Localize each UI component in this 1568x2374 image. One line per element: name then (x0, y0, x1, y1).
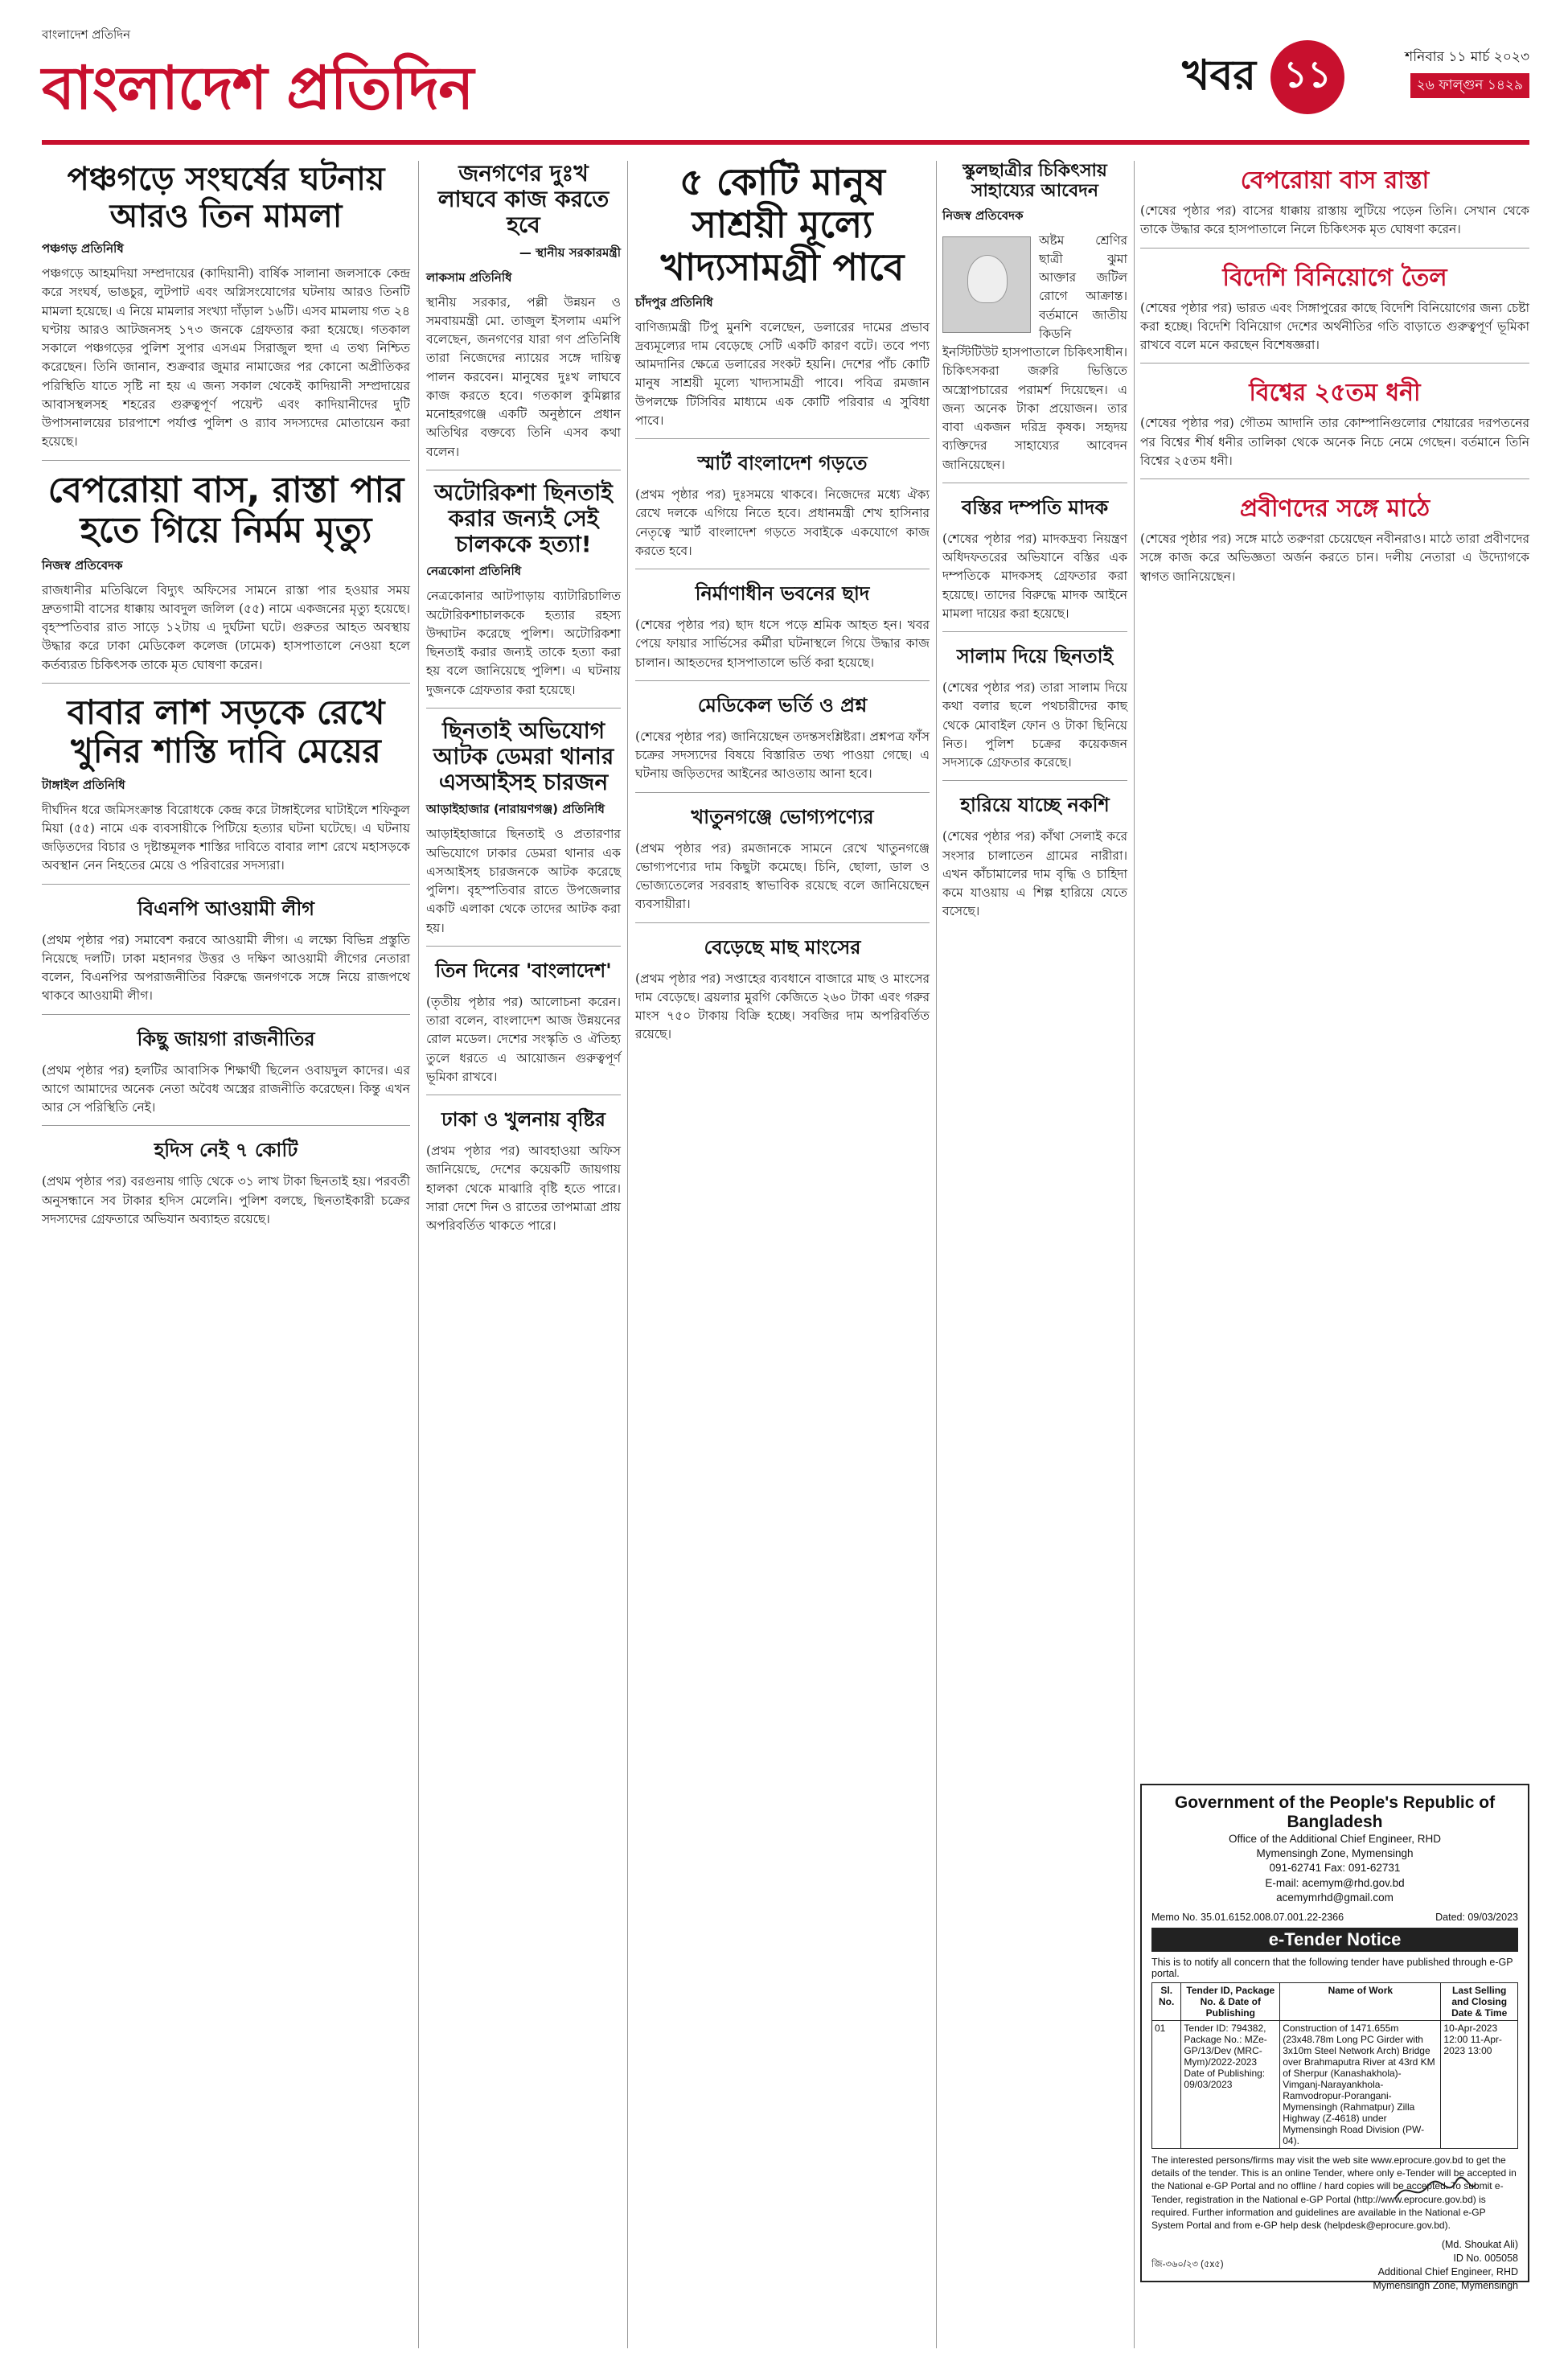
signer-title: Additional Chief Engineer, RHD (1377, 2265, 1518, 2277)
tender-memo-row (1151, 1912, 1518, 1923)
tender-intro: This is to notify all concern that the following tender have published through e-GP portal. (1151, 1957, 1513, 1980)
table-header: Name of Work (1280, 1983, 1441, 2021)
story-body: নেত্রকোনার আটপাড়ায় ব্যাটারিচালিত অটোরিকশাচালককে হত্যার রহস্য উদ্ঘাটন করেছে পুলিশ। অটোরিকশা ছিনতাই করার জন্যই তাকে হত্যা করা হয় বলে জানিয়েছে পুলিশ। এ ঘটনায় দুজনকে গ্রেফতার করা হয়েছে। (426, 589, 621, 697)
tender-footer: The interested persons/firms may visit the web site www.eprocure.gov.bd to get the details of the tender. This is an online Tender, where only e-Tender will be accepted in the National e-GP Portal and no offline / hard copies will be accepted. To submit e-Tender, registration in the National e-GP Portal (http://www.eprocure.gov.bd) is required. Further information and guidelines are available in the National e-GP System Portal and from e-GP help desk (helpdesk@eprocure.gov.bd). (1151, 2154, 1517, 2232)
date-english: শনিবার ১১ মার্চ ২০২৩ (1405, 49, 1529, 65)
story-body: (শেষের পৃষ্ঠার পর) বাসের ধাক্কায় রাস্তায় লুটিয়ে পড়েন তিনি। সেখান থেকে তাকে উদ্ধার করে হাসপাতালে নিলে চিকিৎসক মৃত ঘোষণা করেন। (1140, 203, 1529, 237)
table-cell: 10-Apr-2023 12:00 11-Apr-2023 13:00 (1441, 2021, 1518, 2149)
signer-zone: Mymensingh Zone, Mymensingh (1373, 2279, 1518, 2291)
tender-email: E-mail: acemym@rhd.gov.bd (1265, 1876, 1405, 1889)
story-building-roof (635, 579, 930, 681)
headline: বেড়েছে মাছ মাংসের (704, 935, 861, 959)
story-slum-couple (942, 493, 1127, 632)
column-4 (942, 161, 1127, 2348)
story-body: (শেষের পৃষ্ঠার পর) জানিয়েছেন তদন্তসংশ্লিষ্টরা। প্রশ্নপত্র ফাঁস চক্রের সদস্যদের বিষয়ে বিস্তারিত তথ্য পাওয়া গেছে। এ ঘটনায় জড়িতদের আইনের আওতায় আনা হবে। (635, 729, 930, 782)
story-elders (1140, 489, 1529, 594)
story-body: স্থানীয় সরকার, পল্লী উন্নয়ন ও সমবায়মন্ত্রী মো. তাজুল ইসলাম এমপি বলেছেন, জনগণের যারা গণ প্রতিনিধি তারা নিজেদের ন্যায়ের সঙ্গে দায়িত্ব পালন করবেন। মানুষের দুঃখ লাঘবে কাজ করতে হবে। গতকাল কুমিল্লার মনোহরগঞ্জে একটি অনুষ্ঠানে প্রধান অতিথির বক্তব্যে তিনি এসব কথা বলেন। (426, 294, 621, 459)
byline: লাকসাম প্রতিনিধি (426, 269, 512, 285)
table-header: Tender ID, Package No. & Date of Publishing (1181, 1983, 1280, 2021)
section-name: খবর (1182, 51, 1256, 100)
story-salam-snatch (942, 642, 1127, 781)
headline: বিশ্বের ২৫তম ধনী (1249, 379, 1421, 408)
headline: হারিয়ে যাচ্ছে নকশি (960, 794, 1110, 817)
headline: ছিনতাই অভিযোগ আটক ডেমরা থানার এসআইসহ চারজন (433, 717, 614, 796)
headline: কিছু জায়গা রাজনীতির (137, 1027, 315, 1050)
table-header: Last Selling and Closing Date & Time (1441, 1983, 1518, 2021)
table-cell: Construction of 1471.655m (23x48.78m Long PC Girder with 3x10m Steel Network Arch) Bridge over Brahmaputra River at 43rd KM of Sherpur (Kanashakhola)-Vimganj-Narayankhola-Ramvodropur-Porangani-Mymensingh (Rahmatpur) Zilla Highway (Z-4618) under Mymensingh Road Division (PW-04). (1280, 2021, 1441, 2149)
story-khatunganj (635, 803, 930, 923)
headline: প্রবীণদের সঙ্গে মাঠে (1239, 495, 1430, 523)
story-three-days (426, 956, 621, 1095)
story-body: (প্রথম পৃষ্ঠার পর) সমাবেশ করবে আওয়ামী লীগ। এ লক্ষ্যে বিভিন্ন প্রস্তুতি নিয়েছে দলটি। ঢাকা মহানগর উত্তর ও দক্ষিণ আওয়ামী লীগের নেতারা বলেন, বিএনপির অপরাজনীতির বিরুদ্ধে জনগণকে সঙ্গে নিয়ে রাজপথে থাকবে আওয়ামী লীগ। (42, 932, 410, 1004)
signer-name: (Md. Shoukat Ali) (1441, 2239, 1518, 2251)
headline: পঞ্চগড়ে সংঘর্ষের ঘটনায় আরও তিন মামলা (67, 161, 385, 235)
byline: টাঙ্গাইল প্রতিনিধি (42, 777, 125, 792)
headline: বিদেশি বিনিয়োগে তৈল (1222, 263, 1447, 292)
tender-zone: Mymensingh Zone, Mymensingh (1256, 1847, 1414, 1860)
story-minister (426, 161, 621, 470)
story-body: (শেষের পৃষ্ঠার পর) কাঁথা সেলাই করে সংসার চালাতেন গ্রামের নারীরা। এখন কাঁচামালের দাম বৃদ্ধি ও চাহিদা কমে যাওয়ায় এ শিল্প হারিয়ে যেতে বসেছে। (942, 829, 1127, 919)
story-foreign-investment (1140, 258, 1529, 364)
tender-notice-bar: e-Tender Notice (1151, 1928, 1518, 1952)
byline: নেত্রকোনা প্রতিনিধি (426, 564, 522, 579)
story-bus-road (1140, 161, 1529, 248)
story-smart-bangladesh (635, 449, 930, 569)
byline: পঞ্চগড় প্রতিনিধি (42, 241, 124, 256)
headline: হদিস নেই ৭ কোটি (154, 1139, 298, 1162)
headline: জনগণের দুঃখ লাঘবে কাজ করতে হবে (437, 160, 610, 239)
column-divider (418, 161, 419, 2348)
story-reckless-bus (42, 470, 410, 684)
story-body: (প্রথম পৃষ্ঠার পর) সপ্তাহের ব্যবধানে বাজারে মাছ ও মাংসের দাম বেড়েছে। ব্রয়লার মুরগি কেজিতে ২৬০ টাকা এবং গরুর মাংস ৭৫০ টাকায় বিক্রি হচ্ছে। সবজির দাম অপরিবর্তিত রয়েছে। (635, 971, 930, 1042)
story-politics (42, 1025, 410, 1127)
story-fish-meat (635, 933, 930, 1053)
story-body: রাজধানীর মতিঝিলে বিদ্যুৎ অফিসের সামনে রাস্তা পার হওয়ার সময় দ্রুতগামী বাসের ধাক্কায় আবদুল জলিল (৫৫) নামে একজনের মৃত্যু হয়েছে। বৃহস্পতিবার রাত সাড়ে ১২টায় এ দুর্ঘটনা ঘটে। গুরুতর আহত অবস্থায় উদ্ধার করে ঢাকা মেডিকেল কলেজ (ঢামেক) হাসপাতালে নেওয়া হলে কর্তব্যরত চিকিৎসক তাকে মৃত ঘোষণা করেন। (42, 582, 410, 672)
story-body: (শেষের পৃষ্ঠার পর) মাদকদ্রব্য নিয়ন্ত্রণ অধিদফতরের অভিযানে বস্তির এক দম্পতিকে মাদকসহ গ্রেফতার করা হয়েছে। তাদের বিরুদ্ধে মাদক আইনে মামলা দায়ের করা হয়েছে। (942, 531, 1127, 621)
headline: মেডিকেল ভর্তি ও প্রশ্ন (697, 693, 868, 717)
story-missing-crore (42, 1136, 410, 1237)
story-medical-admission (635, 691, 930, 793)
headline: নির্মাণাধীন ভবনের ছাদ (695, 582, 870, 606)
headline: তিন দিনের 'বাংলাদেশ' (435, 959, 612, 982)
headline: অটোরিকশা ছিনতাই করার জন্যই সেই চালককে হত্যা! (434, 478, 613, 558)
tender-title: Government of the People's Republic of Bangladesh (1174, 1793, 1496, 1831)
story-body: (তৃতীয় পৃষ্ঠার পর) আলোচনা করেন। তারা বলেন, বাংলাদেশ আজ উন্নয়নের রোল মডেল। দেশের সংস্কৃতি ও ঐতিহ্য তুলে ধরতে এ আয়োজন গুরুত্বপূর্ণ ভূমিকা রাখবে। (426, 994, 621, 1084)
story-bnp-al (42, 894, 410, 1015)
portrait-icon (967, 255, 1008, 303)
story-body: আড়াইহাজারে ছিনতাই ও প্রতারণার অভিযোগে ঢাকার ডেমরা থানার এক এসআইসহ চারজনকে আটক করেছে পুলিশ। বৃহস্পতিবার রাতে উপজেলার একটি এলাকা থেকে তাদের আটক করা হয়। (426, 827, 621, 935)
story-panchagarh (42, 161, 410, 461)
masthead (42, 16, 1529, 145)
tender-notice (1140, 1784, 1529, 2291)
story-rain (426, 1105, 621, 1243)
headline: স্মার্ট বাংলাদেশ গড়তে (697, 452, 868, 475)
story-body: বাণিজ্যমন্ত্রী টিপু মুনশি বলেছেন, ডলারের দামের প্রভাব দ্রব্যমূল্যের দাম বেড়েছে সেটি একটি কারণ বটে। তবে পণ্য আমদানির ক্ষেত্রে ডলারের সংকট হয়নি। দেশের পাঁচ কোটি মানুষ সাশ্রয়ী মূল্যে খাদ্যসামগ্রী পাবে। পবিত্র রমজান উপলক্ষে টিসিবির মাধ্যমে এক কোটি পরিবার এ সুবিধা পাবে। (635, 319, 930, 428)
table-cell: Tender ID: 794382, Package No.: MZe-GP/13/Dev (MRC-Mym)/2022-2023 Date of Publishing: 09/03/2023 (1181, 2021, 1280, 2149)
story-body: অষ্টম শ্রেণির ছাত্রী ঝুমা আক্তার জটিল রোগে আক্রান্ত। বর্তমানে জাতীয় কিডনি ইনস্টিটিউট হাসপাতালে চিকিৎসাধীন। চিকিৎসকরা জরুরি ভিত্তিতে অস্ত্রোপচারের পরামর্শ দিয়েছেন। এ জন্য অনেক টাকা প্রয়োজন। তার বাবা একজন দরিদ্র কৃষক। সহৃদয় ব্যক্তিদের সাহায্যের আবেদন জানিয়েছেন। (942, 232, 1127, 472)
headline: খাতুনগঞ্জে ভোগ্যপণ্যের (691, 805, 874, 828)
tender-office: Office of the Additional Chief Engineer, RHD (1229, 1833, 1441, 1845)
story-food-price (635, 161, 930, 439)
headline: সালাম দিয়ে ছিনতাই (956, 645, 1114, 668)
headline: ঢাকা ও খুলনায় বৃষ্টির (441, 1108, 605, 1132)
story-body: দীর্ঘদিন ধরে জমিসংক্রান্ত বিরোধকে কেন্দ্র করে টাঙ্গাইলের ঘাটাইলে শফিকুল মিয়া (৫৫) নামে এক ব্যবসায়ীকে পিটিয়ে হত্যার ঘটনা ঘটেছে। এ ঘটনায় জড়িতদের বিচার ও দৃষ্টান্তমূলক শাস্তির দাবিতে বাবার লাশ রেখে মহাসড়কে অবস্থান নেন নিহতের মেয়ে ও পরিবারের সদস্যরা। (42, 802, 410, 873)
column-1 (42, 161, 410, 2348)
byline: আড়াইহাজার (নারায়ণগঞ্জ) প্রতিনিধি (426, 802, 605, 817)
story-help-appeal (942, 161, 1127, 483)
byline: নিজস্ব প্রতিবেদক (942, 207, 1024, 223)
story-body: (প্রথম পৃষ্ঠার পর) দুঃসময়ে থাকবে। নিজেদের মধ্যে ঐক্য রেখে দলকে এগিয়ে নিতে হবে। প্রধানমন্ত্রী শেখ হাসিনার নেতৃত্বে স্মার্ট বাংলাদেশ গড়তে সবাইকে একযোগে কাজ করতে হবে। (635, 487, 930, 558)
signer-id: ID No. 005058 (1453, 2253, 1518, 2265)
section-block (1182, 40, 1344, 114)
page-number-badge: ১১ (1270, 40, 1344, 114)
headline: বিএনপি আওয়ামী লীগ (137, 897, 315, 920)
table-header: Sl. No. (1152, 1983, 1181, 2021)
story-body: (শেষের পৃষ্ঠার পর) সঙ্গে মাঠে তরুণরা চেয়েছেন নবীনরাও। মাঠে তারা প্রবীণদের সঙ্গে কাজ করে অভিজ্ঞতা অর্জন করতে চান। দলীয় নেতারা এ উদ্যোগকে স্বাগত জানিয়েছেন। (1140, 532, 1529, 584)
story-nakshi (942, 791, 1127, 929)
tender-table (1151, 1982, 1518, 2149)
signature-icon (1391, 2175, 1480, 2207)
student-photo (942, 236, 1031, 333)
ad-reference: জি-৩৬০/২৩ (৫x৫) (1151, 2260, 1224, 2269)
table-header-row (1152, 1983, 1518, 2021)
tender-memo: Memo No. 35.01.6152.008.07.001.22-2366 (1151, 1912, 1344, 1924)
story-father-body (42, 693, 410, 885)
column-2 (426, 161, 621, 2348)
story-body: (প্রথম পৃষ্ঠার পর) হলটির আবাসিক শিক্ষার্থী ছিলেন ওবায়দুল কাদের। এর আগে আমাদের অনেক নেতা অবৈধ অস্ত্রের রাজনীতি করেছেন। কিন্তু এখন আর সে পরিস্থিতি নেই। (42, 1062, 410, 1115)
date-bangla: ২৬ ফাল্গুন ১৪২৯ (1410, 73, 1529, 98)
headline: বস্তির দম্পতি মাদক (961, 495, 1109, 519)
story-autorickshaw (426, 480, 621, 709)
byline: চাঁদপুর প্রতিনিধি (635, 294, 713, 310)
tender-phone: 091-62741 Fax: 091-62731 (1269, 1862, 1401, 1875)
story-body: (প্রথম পৃষ্ঠার পর) আবহাওয়া অফিস জানিয়েছে, দেশের কয়েকটি জায়গায় হালকা থেকে মাঝারি বৃষ্টি হতে পারে। সারা দেশে দিন ও রাতের তাপমাত্রা প্রায় অপরিবর্তিত থাকতে পারে। (426, 1144, 621, 1234)
story-body: পঞ্চগড়ে আহমদিয়া সম্প্রদায়ের (কাদিয়ানী) বার্ষিক সালানা জলসাকে কেন্দ্র করে সংঘর্ষ, ভাঙচুর, লুটপাট এবং অগ্নিসংযোগের ঘটনায় আরও তিনটি মামলা হয়েছে। এ নিয়ে মামলার সংখ্যা দাঁড়াল ১৬টি। এসব মামলায় গত ২৪ ঘণ্টায় আরও আটজনসহ ১৭৩ জনকে গ্রেফতার করা হয়েছে। গতকাল সকালে পঞ্চগড়ের পুলিশ সুপার এসএম সিরাজুল হুদা এ তথ্য নিশ্চিত করেছেন। তিনি জানান, শুক্রবার জুমার নামাজের পর কোনো অপ্রীতিকর পরিস্থিতি যাতে সৃষ্টি না হয় এ জন্য সকাল থেকেই কাদিয়ানী সম্প্রদায়ের আবাসস্থলসহ শহরের গুরুত্বপূর্ণ পয়েন্ট এবং কাদিয়ানীদের দুটি উপাসনালয়ের চারপাশে পর্যাপ্ত পুলিশ ও র‌্যাব সদস্যদের মোতায়েন করা হয়েছে। (42, 266, 410, 450)
story-demra-si (426, 718, 621, 947)
headline: বেপরোয়া বাস, রাস্তা পার হতে গিয়ে নির্মম মৃত্যু (47, 469, 404, 552)
headline: বাবার লাশ সড়কে রেখে খুনির শাস্তি দাবি মেয়ের (67, 692, 385, 771)
masthead-tagline: বাংলাদেশ প্রতিদিন (42, 27, 131, 42)
column-divider (1134, 161, 1135, 2348)
date-block (1353, 47, 1529, 98)
table-row (1152, 2021, 1518, 2149)
column-divider (936, 161, 937, 2348)
subheadline: — স্থানীয় সরকারমন্ত্রী (519, 244, 621, 260)
tender-email-2: acemymrhd@gmail.com (1276, 1891, 1394, 1904)
story-body: (শেষের পৃষ্ঠার পর) তারা সালাম দিয়ে কথা বলার ছলে পথচারীদের কাছ থেকে মোবাইল ফোন ও টাকা ছিনিয়ে নিত। পুলিশ চক্রের কয়েকজন সদস্যকে গ্রেফতার করেছে। (942, 680, 1127, 770)
story-body: (শেষের পৃষ্ঠার পর) ছাদ ধসে পড়ে শ্রমিক আহত হন। খবর পেয়ে ফায়ার সার্ভিসের কর্মীরা ঘটনাস্থলে গিয়ে উদ্ধার কাজ চালান। আহতদের হাসপাতালে ভর্তি করা হয়েছে। (635, 618, 930, 670)
story-body: (প্রথম পৃষ্ঠার পর) বরগুনায় গাড়ি থেকে ৩১ লাখ টাকা ছিনতাই হয়। পরবর্তী অনুসন্ধানে সব টাকার হদিস মেলেনি। পুলিশ বলছে, ছিনতাইকারী চক্রের সদস্যদের গ্রেফতারে অভিযান অব্যাহত রয়েছে। (42, 1174, 410, 1226)
column-3 (635, 161, 930, 2348)
table-cell: 01 (1152, 2021, 1181, 2149)
story-body: (শেষের পৃষ্ঠার পর) ভারত এবং সিঙ্গাপুরের কাছে বিদেশি বিনিয়োগের জন্য চেষ্টা করা হচ্ছে। বিদেশি বিনিয়োগ দেশের অর্থনীতির গতি বাড়াতে গুরুত্বপূর্ণ ভূমিকা রাখবে বলে মনে করছেন বিশেষজ্ঞরা। (1140, 300, 1529, 352)
newspaper-logo: বাংলাদেশ প্রতিদিন (42, 54, 474, 123)
tender-date: Dated: 09/03/2023 (1435, 1912, 1518, 1924)
story-25th-richest (1140, 373, 1529, 479)
headline: বেপরোয়া বাস রাস্তা (1240, 166, 1430, 195)
column-5 (1140, 161, 1529, 1773)
story-body: (প্রথম পৃষ্ঠার পর) রমজানকে সামনে রেখে খাতুনগঞ্জে ভোগ্যপণ্যের দাম কিছুটা কমেছে। চিনি, ছোলা, ডাল ও ভোজ্যতেলের সরবরাহ স্বাভাবিক রয়েছে বলে জানিয়েছেন ব্যবসায়ীরা। (635, 840, 930, 912)
story-body: (শেষের পৃষ্ঠার পর) গৌতম আদানি তার কোম্পানিগুলোর শেয়ারের দরপতনের পর বিশ্বের শীর্ষ ধনীর তালিকা থেকে অনেক নিচে নেমে গেছেন। বর্তমানে তিনি বিশ্বের ২৫তম ধনী। (1140, 416, 1529, 468)
headline: স্কুলছাত্রীর চিকিৎসায় সাহায্যের আবেদন (963, 161, 1107, 202)
headline: ৫ কোটি মানুষ সাশ্রয়ী মূল্যে খাদ্যসামগ্রী পাবে (660, 160, 905, 289)
column-divider (627, 161, 628, 2348)
byline: নিজস্ব প্রতিবেদক (42, 557, 123, 573)
